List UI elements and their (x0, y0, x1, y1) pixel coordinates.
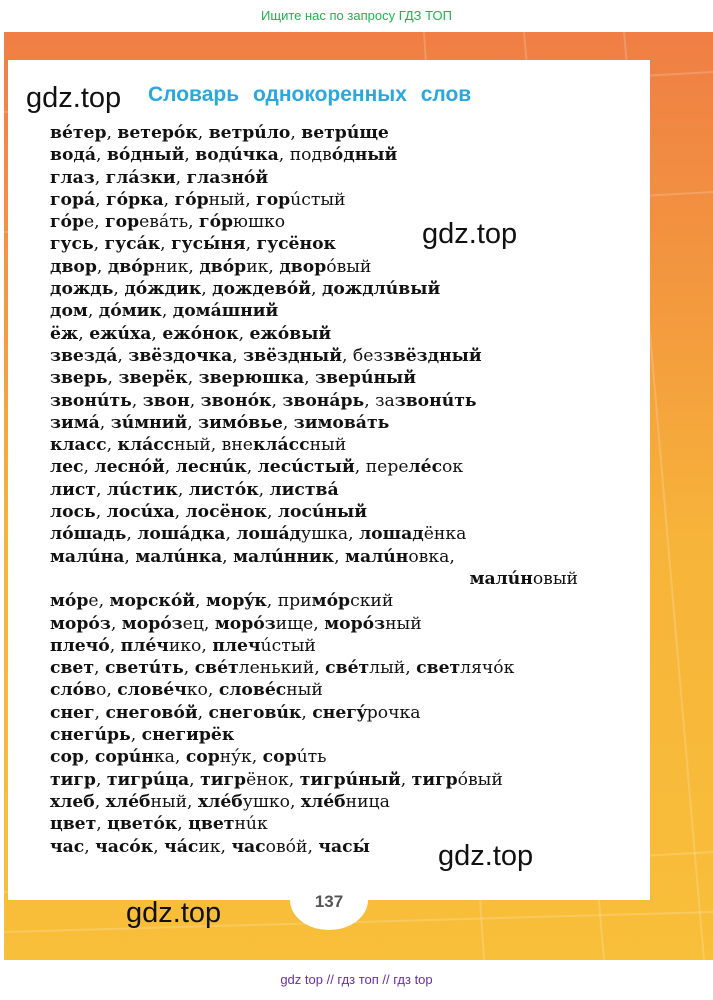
word-text: , (110, 613, 122, 634)
word-text: , (83, 457, 95, 478)
word-root: лошад (359, 524, 424, 545)
word-text: , (94, 702, 106, 723)
word-text: , (87, 301, 99, 322)
word-text: , (106, 435, 118, 456)
word-text: , (96, 256, 108, 277)
word-row (50, 456, 610, 478)
word-text: , (131, 390, 143, 411)
word-root: снеговúк (208, 702, 302, 723)
word-root: морóз (121, 613, 183, 634)
word-text: ный, вне (174, 435, 253, 456)
word-root: лось (50, 502, 96, 523)
word-text: , (246, 457, 258, 478)
word-row (50, 724, 610, 746)
word-root: горá (50, 189, 96, 210)
word-root: зверь (50, 368, 108, 389)
word-root: лосёнок (185, 502, 267, 523)
dictionary-title: Словарь однокоренных слов (148, 83, 472, 106)
word-root: цвет (188, 814, 235, 835)
word-root: клáсс (117, 435, 175, 456)
word-row (50, 501, 610, 523)
word-text: лячóк (460, 658, 515, 679)
word-text: ный, (150, 791, 198, 812)
word-root: хлéб (300, 791, 346, 812)
word-text: овка, (408, 546, 455, 567)
word-text: óвый (457, 769, 503, 790)
word-root: гусёнок (256, 234, 336, 255)
word-text: , (195, 591, 206, 612)
word-text: , (311, 279, 322, 300)
word-list (50, 122, 610, 858)
word-root: дождь (50, 279, 114, 300)
word-root: гóр (50, 212, 85, 233)
word-root: хлеб (50, 791, 95, 812)
word-text: , (96, 814, 108, 835)
word-root: зверúный (315, 368, 416, 389)
word-text: , (95, 479, 107, 500)
word-text: , (130, 725, 142, 746)
word-text: , (189, 769, 201, 790)
word-root: морóз (324, 613, 386, 634)
word-text: óвый (326, 256, 372, 277)
word-row (50, 434, 610, 456)
word-root: тигр (200, 769, 247, 790)
word-text: ёнка (423, 524, 467, 545)
word-root: тигрúный (299, 769, 401, 790)
word-root: гор (256, 189, 291, 210)
word-row (50, 523, 610, 545)
word-text: , (197, 123, 209, 143)
word-root: сор (262, 747, 297, 768)
word-root: дождевóй (212, 279, 311, 300)
word-row (50, 746, 610, 768)
word-text: ный (385, 613, 422, 634)
word-row (50, 657, 610, 679)
word-text: , пере (354, 457, 409, 478)
word-row (50, 590, 610, 612)
word-text: , (94, 791, 106, 812)
word-root: ежóвый (249, 323, 332, 344)
word-text: лый, (369, 658, 417, 679)
word-row (50, 122, 610, 144)
word-text: , (83, 747, 95, 768)
word-text: , (106, 123, 118, 143)
word-root: лошáд (236, 524, 302, 545)
word-text: , (95, 189, 107, 210)
word-text: , (174, 502, 186, 523)
word-root: плéч (120, 635, 169, 656)
word-text: , (177, 814, 189, 835)
word-text: , (304, 368, 316, 389)
word-root: лóшадь (50, 524, 127, 545)
word-root: морýк (205, 591, 267, 612)
word-text: ленький, (238, 658, 326, 679)
word-root: водá (50, 145, 96, 166)
word-text: ок (442, 457, 464, 478)
word-root: сор (50, 747, 84, 768)
word-root: ветерóк (117, 123, 198, 143)
word-row (50, 300, 610, 322)
word-text: , (99, 412, 111, 433)
word-row (50, 546, 610, 568)
word-text: , (189, 390, 201, 411)
word-root: часы́ (318, 836, 370, 857)
word-root: снегúрь (50, 725, 131, 746)
word-text: ница (345, 791, 390, 812)
word-root: звон (142, 390, 190, 411)
word-root: гор (105, 212, 140, 233)
word-root: морскóй (109, 591, 196, 612)
word-root: гóр (199, 212, 234, 233)
word-text: овый (532, 568, 578, 589)
word-root: глаз (50, 167, 95, 188)
word-root: лúстик (106, 479, 178, 500)
word-text: , (94, 167, 106, 188)
word-root: сорúн (94, 747, 154, 768)
top-banner: Ищите нас по запросу ГДЗ ТОП (261, 8, 452, 23)
word-root: звонúть (50, 390, 132, 411)
word-root: двор (50, 256, 97, 277)
word-text: ик, (198, 836, 232, 857)
word-text: , (266, 502, 278, 523)
word-root: зверюшка (198, 368, 305, 389)
word-root: леснóй (94, 457, 165, 478)
word-root: мóр (50, 591, 89, 612)
word-root: морóз (50, 613, 111, 634)
word-root: словéс (218, 680, 287, 701)
word-text: , (301, 702, 313, 723)
word-root: лесúстый (257, 457, 355, 478)
word-row (50, 345, 610, 367)
word-text: , (183, 658, 195, 679)
word-root: плечó (50, 635, 110, 656)
bottom-bar: gdz top // гдз топ // гдз top (280, 972, 433, 987)
word-root: цвет (50, 814, 97, 835)
word-root: свет (50, 658, 94, 679)
word-row (50, 479, 610, 501)
word-root: малúн (469, 568, 533, 589)
word-text: ико, (168, 635, 213, 656)
word-root: гусáк (104, 234, 161, 255)
word-root: малúн (345, 546, 409, 567)
word-text: ушка, (301, 524, 360, 545)
word-root: звёздный (382, 345, 482, 366)
word-text: , (197, 702, 209, 723)
word-text: ский (350, 591, 394, 612)
word-row (50, 278, 610, 300)
word-text: , за (364, 390, 395, 411)
word-row (50, 791, 610, 813)
word-root: клáсс (252, 435, 310, 456)
word-text: е, (88, 591, 110, 612)
word-text: ушко, (242, 791, 301, 812)
word-row (50, 256, 610, 278)
word-root: часóк (95, 836, 154, 857)
word-root: зимóвье (198, 412, 283, 433)
word-row (50, 367, 610, 389)
word-root: снег (50, 702, 95, 723)
word-text: ец, (182, 613, 215, 634)
word-row (50, 568, 610, 590)
word-root: цветóк (107, 814, 178, 835)
word-root: звёздочка (128, 345, 233, 366)
word-text: , (95, 502, 107, 523)
word-text: úстый (290, 189, 346, 210)
word-text: юшко (233, 212, 286, 233)
word-text: , без (342, 345, 383, 366)
word-root: листвá (269, 479, 339, 500)
word-text: нýк, (219, 747, 263, 768)
word-text: , (117, 345, 129, 366)
word-text: úть (296, 747, 327, 768)
word-text: , (126, 524, 138, 545)
word-text: ко, (186, 680, 219, 701)
word-text: , (400, 769, 412, 790)
word-root: ветрúще (301, 123, 389, 143)
word-row (50, 702, 610, 724)
word-root: вéтер (50, 123, 107, 143)
word-root: слóв (50, 680, 96, 701)
word-root: зверёк (118, 368, 188, 389)
word-root: двóр (107, 256, 155, 277)
word-text: , (225, 524, 237, 545)
word-text: , (201, 279, 213, 300)
word-text: , (232, 345, 244, 366)
word-root: малúнка (135, 546, 223, 567)
word-root: звонúть (394, 390, 477, 411)
word-root: гусь (50, 234, 94, 255)
word-root: ветрúло (208, 123, 291, 143)
word-root: домáшний (172, 301, 279, 322)
word-row (50, 613, 610, 635)
word-root: звёздный (243, 345, 342, 366)
word-text: , подв (278, 145, 332, 166)
word-root: глазнóй (186, 167, 269, 188)
word-text: ёнок, (246, 769, 300, 790)
word-root: лосúха (106, 502, 175, 523)
word-row (50, 412, 610, 434)
word-root: дождлúвый (321, 279, 441, 300)
word-text: нúк (234, 814, 268, 835)
word-text: , (93, 234, 105, 255)
word-root: водúчка (195, 145, 279, 166)
word-root: зимовáть (293, 412, 390, 433)
word-row (50, 144, 610, 166)
word-text: ный (309, 435, 347, 456)
word-root: снегирёк (141, 725, 235, 746)
word-root: ежúха (89, 323, 152, 344)
word-root: вóдный (106, 145, 185, 166)
word-row (50, 233, 610, 255)
word-root: лошáдка (137, 524, 226, 545)
word-text: , (124, 546, 136, 567)
word-row (50, 390, 610, 412)
word-root: час (50, 836, 85, 857)
word-text: , (94, 658, 105, 679)
word-text: , (109, 635, 121, 656)
word-root: лист (50, 479, 96, 500)
watermark: gdz.top (126, 897, 222, 929)
word-text: , (175, 167, 187, 188)
word-row (50, 769, 610, 791)
word-root: свéт (194, 658, 239, 679)
word-root: тигрúца (106, 769, 190, 790)
word-root: гусы́ня (171, 234, 246, 255)
word-text: евáть, (139, 212, 200, 233)
word-root: чáс (164, 836, 199, 857)
word-root: двóр (199, 256, 247, 277)
watermark: gdz.top (26, 82, 122, 114)
word-root: гóр (174, 189, 209, 210)
word-row (50, 813, 610, 835)
word-root: лес (50, 457, 84, 478)
word-root: хлéб (105, 791, 151, 812)
word-root: тигр (50, 769, 96, 790)
word-text: , (95, 769, 107, 790)
word-row (50, 189, 610, 211)
word-text: , (113, 279, 125, 300)
word-root: дóмик (98, 301, 162, 322)
word-text: , (187, 412, 199, 433)
word-row (50, 836, 610, 858)
word-text: , (164, 457, 176, 478)
word-root: дóждик (124, 279, 202, 300)
word-root: мóр (311, 591, 351, 612)
watermark: gdz.top (438, 840, 534, 872)
word-root: плеч (212, 635, 261, 656)
watermark: gdz.top (422, 218, 518, 250)
word-text: , (258, 479, 270, 500)
word-text: , (161, 301, 173, 322)
word-root: снегý (312, 702, 367, 723)
page-number: 137 (314, 892, 344, 911)
word-root: лéс (408, 457, 443, 478)
word-root: морóз (214, 613, 276, 634)
word-text: ный, (208, 189, 257, 210)
word-root: звонáрь (282, 390, 365, 411)
word-text: , (84, 836, 96, 857)
word-text: , (107, 368, 119, 389)
word-text: , (96, 145, 107, 166)
word-text: , (187, 368, 199, 389)
word-text: , (290, 123, 302, 143)
word-text: , (271, 390, 283, 411)
word-text: , (184, 145, 196, 166)
word-root: глáзки (105, 167, 176, 188)
word-root: хлéб (198, 791, 243, 812)
word-text: , (282, 412, 294, 433)
word-root: час (231, 836, 266, 857)
word-row (50, 211, 610, 233)
word-root: дом (50, 301, 88, 322)
word-root: óдный (331, 145, 398, 166)
word-root: двор (279, 256, 327, 277)
word-row (50, 679, 610, 701)
word-text: е, (84, 212, 106, 233)
word-root: малúнник (233, 546, 335, 567)
word-text: ник, (154, 256, 200, 277)
word-root: малúна (50, 546, 125, 567)
word-text: ный (286, 680, 323, 701)
word-text: , (238, 323, 250, 344)
word-text: ка, (153, 747, 186, 768)
word-text: овóй, (265, 836, 319, 857)
word-text: ище, (275, 613, 325, 634)
word-root: звездá (50, 345, 118, 366)
word-row (50, 167, 610, 189)
word-root: листóк (188, 479, 259, 500)
word-root: ёж (50, 323, 79, 344)
word-text: ик, (246, 256, 280, 277)
word-root: класс (50, 435, 107, 456)
word-root: свéт (325, 658, 370, 679)
word-root: тигр (411, 769, 458, 790)
word-root: леснúк (175, 457, 247, 478)
word-root: лосúный (277, 502, 368, 523)
word-root: словéч (117, 680, 187, 701)
word-root: зúмний (110, 412, 188, 433)
word-root: светúть (104, 658, 184, 679)
word-root: свет (416, 658, 461, 679)
word-root: звонóк (200, 390, 272, 411)
word-text: , (245, 234, 257, 255)
word-text: , (163, 189, 175, 210)
word-text: , (153, 836, 165, 857)
word-text: , (78, 323, 90, 344)
word-text: úстый (260, 635, 316, 656)
word-text: , (160, 234, 172, 255)
word-text: о, (96, 680, 118, 701)
word-row (50, 635, 610, 657)
word-text: , при (266, 591, 312, 612)
word-root: зимá (50, 412, 100, 433)
word-text: , (334, 546, 346, 567)
word-root: снеговóй (105, 702, 198, 723)
word-root: сор (185, 747, 220, 768)
word-text: рочка (366, 702, 421, 723)
word-row (50, 323, 610, 345)
word-text: , (151, 323, 163, 344)
word-root: гóрка (106, 189, 164, 210)
word-root: ежóнок (162, 323, 239, 344)
word-text: , (177, 479, 189, 500)
word-text: , (222, 546, 234, 567)
